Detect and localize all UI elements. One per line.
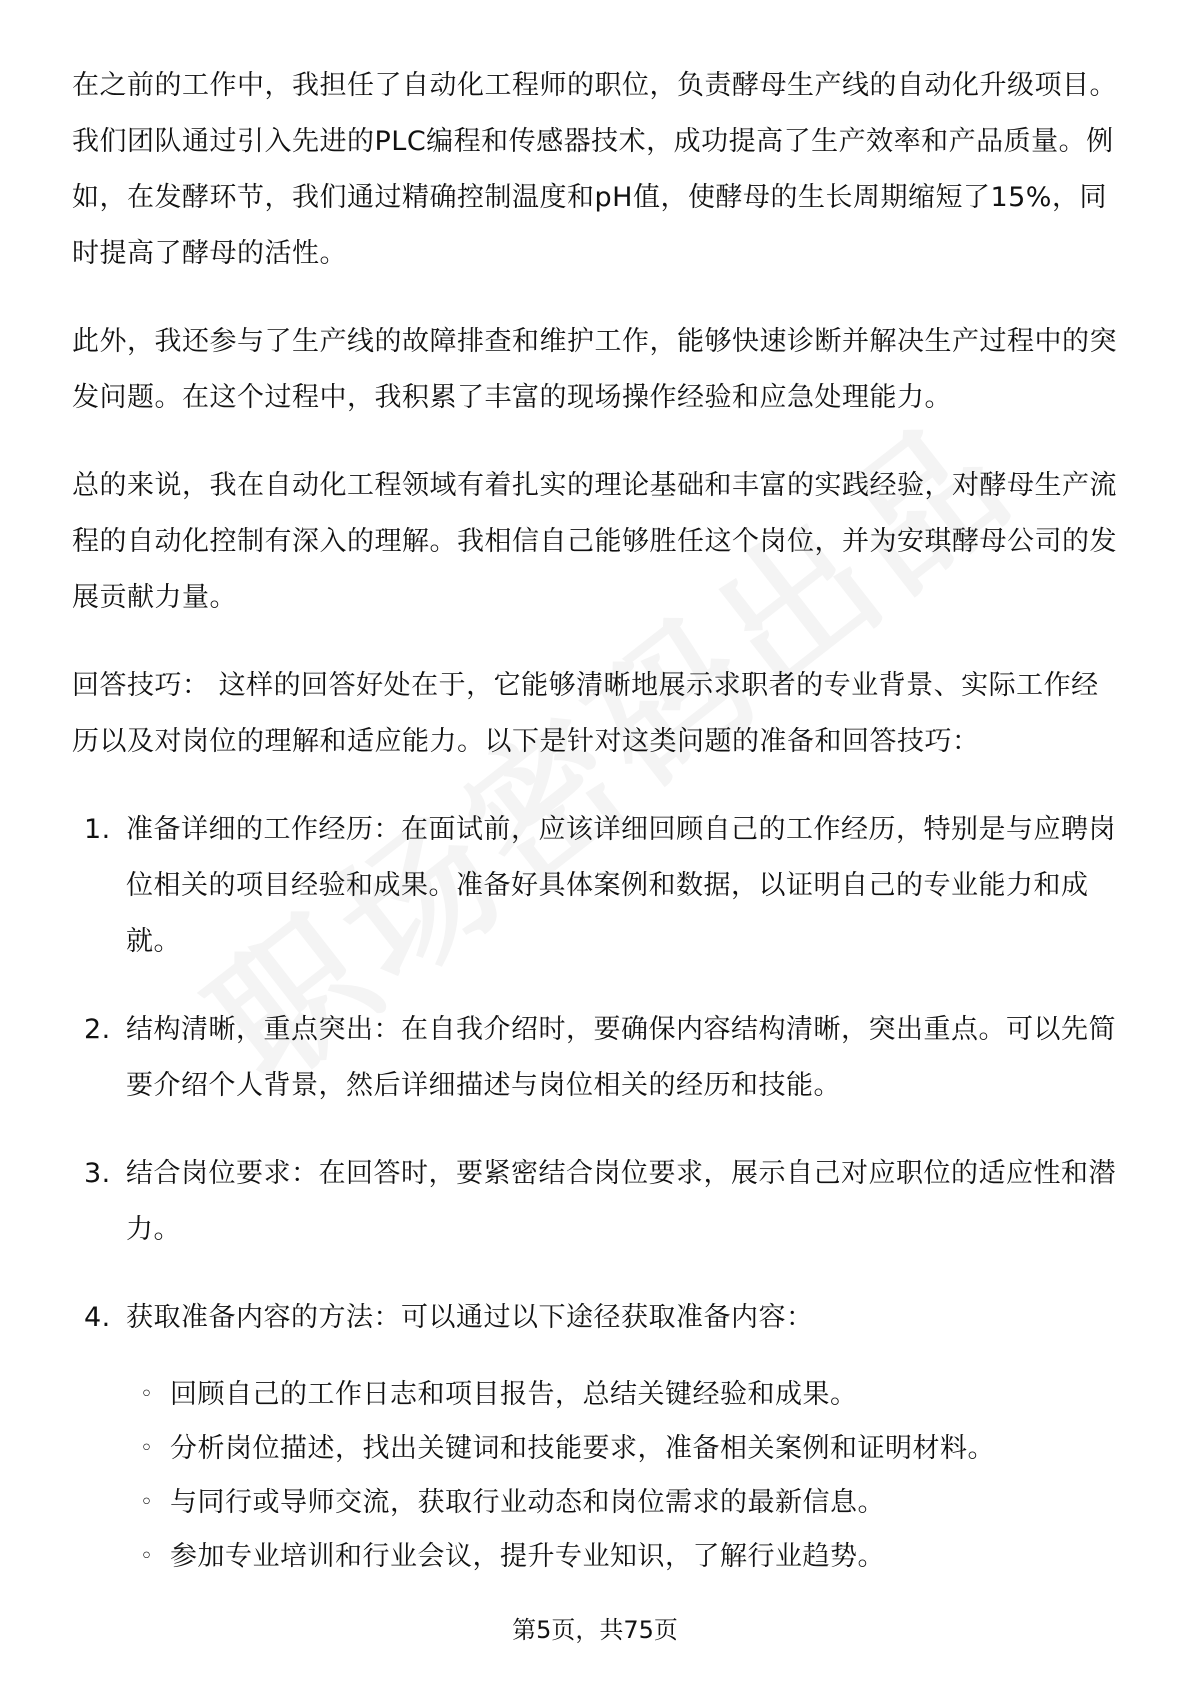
- sub-list-item-text: 参加专业培训和行业会议，提升专业知识，了解行业趋势。: [170, 1541, 885, 1572]
- sub-list-item: [122, 1530, 1118, 1584]
- list-number: 2.: [84, 1014, 111, 1045]
- bullet-icon: ◦: [140, 1490, 154, 1515]
- sub-list-item-text: 与同行或导师交流，获取行业动态和岗位需求的最新信息。: [170, 1487, 885, 1518]
- sub-list: [126, 1368, 1118, 1584]
- tips-list: [72, 802, 1118, 1584]
- bullet-icon: ◦: [140, 1382, 154, 1407]
- sub-list-item: [122, 1368, 1118, 1422]
- paragraph-summary: 总的来说，我在自动化工程领域有着扎实的理论基础和丰富的实践经验，对酵母生产流程的自动化控制有深入的理解。我相信自己能够胜任这个岗位，并为安琪酵母公司的发展贡献力量。: [72, 470, 1117, 613]
- list-item-text: 准备详细的工作经历：在面试前，应该详细回顾自己的工作经历，特别是与应聘岗位相关的项目经验和成果。准备好具体案例和数据，以证明自己的专业能力和成就。: [126, 814, 1116, 957]
- sub-list-item: [122, 1476, 1118, 1530]
- list-item: [72, 1290, 1118, 1584]
- paragraph-troubleshooting: 此外，我还参与了生产线的故障排查和维护工作，能够快速诊断并解决生产过程中的突发问题。在这个过程中，我积累了丰富的现场操作经验和应急处理能力。: [72, 326, 1117, 413]
- list-number: 4.: [84, 1302, 111, 1333]
- list-item-text: 结构清晰，重点突出：在自我介绍时，要确保内容结构清晰，突出重点。可以先简要介绍个人背景，然后详细描述与岗位相关的经历和技能。: [126, 1014, 1116, 1101]
- paragraph-work-experience: 在之前的工作中，我担任了自动化工程师的职位，负责酵母生产线的自动化升级项目。我们团队通过引入先进的PLC编程和传感器技术，成功提高了生产效率和产品质量。例如，在发酵环节，我们通过精确控制温度和pH值，使酵母的生长周期缩短了15%，同时提高了酵母的活性。: [72, 70, 1117, 269]
- sub-list-item: [122, 1422, 1118, 1476]
- document-body: [72, 58, 1118, 1616]
- bullet-icon: ◦: [140, 1436, 154, 1461]
- list-item: [72, 802, 1118, 970]
- list-item-text: 结合岗位要求：在回答时，要紧密结合岗位要求，展示自己对应职位的适应性和潜力。: [126, 1158, 1116, 1245]
- paragraph-answer-tips: 回答技巧： 这样的回答好处在于，它能够清晰地展示求职者的专业背景、实际工作经历以及对岗位的理解和适应能力。以下是针对这类问题的准备和回答技巧：: [72, 670, 1099, 757]
- page-footer: 第5页，共75页: [512, 1616, 678, 1644]
- list-item: [72, 1002, 1118, 1114]
- list-item-text: 获取准备内容的方法：可以通过以下途径获取准备内容：: [126, 1302, 814, 1333]
- list-number: 1.: [84, 814, 111, 845]
- list-number: 3.: [84, 1158, 111, 1189]
- bullet-icon: ◦: [140, 1544, 154, 1569]
- list-item: [72, 1146, 1118, 1258]
- sub-list-item-text: 回顾自己的工作日志和项目报告，总结关键经验和成果。: [170, 1379, 858, 1410]
- sub-list-item-text: 分析岗位描述，找出关键词和技能要求，准备相关案例和证明材料。: [170, 1433, 995, 1464]
